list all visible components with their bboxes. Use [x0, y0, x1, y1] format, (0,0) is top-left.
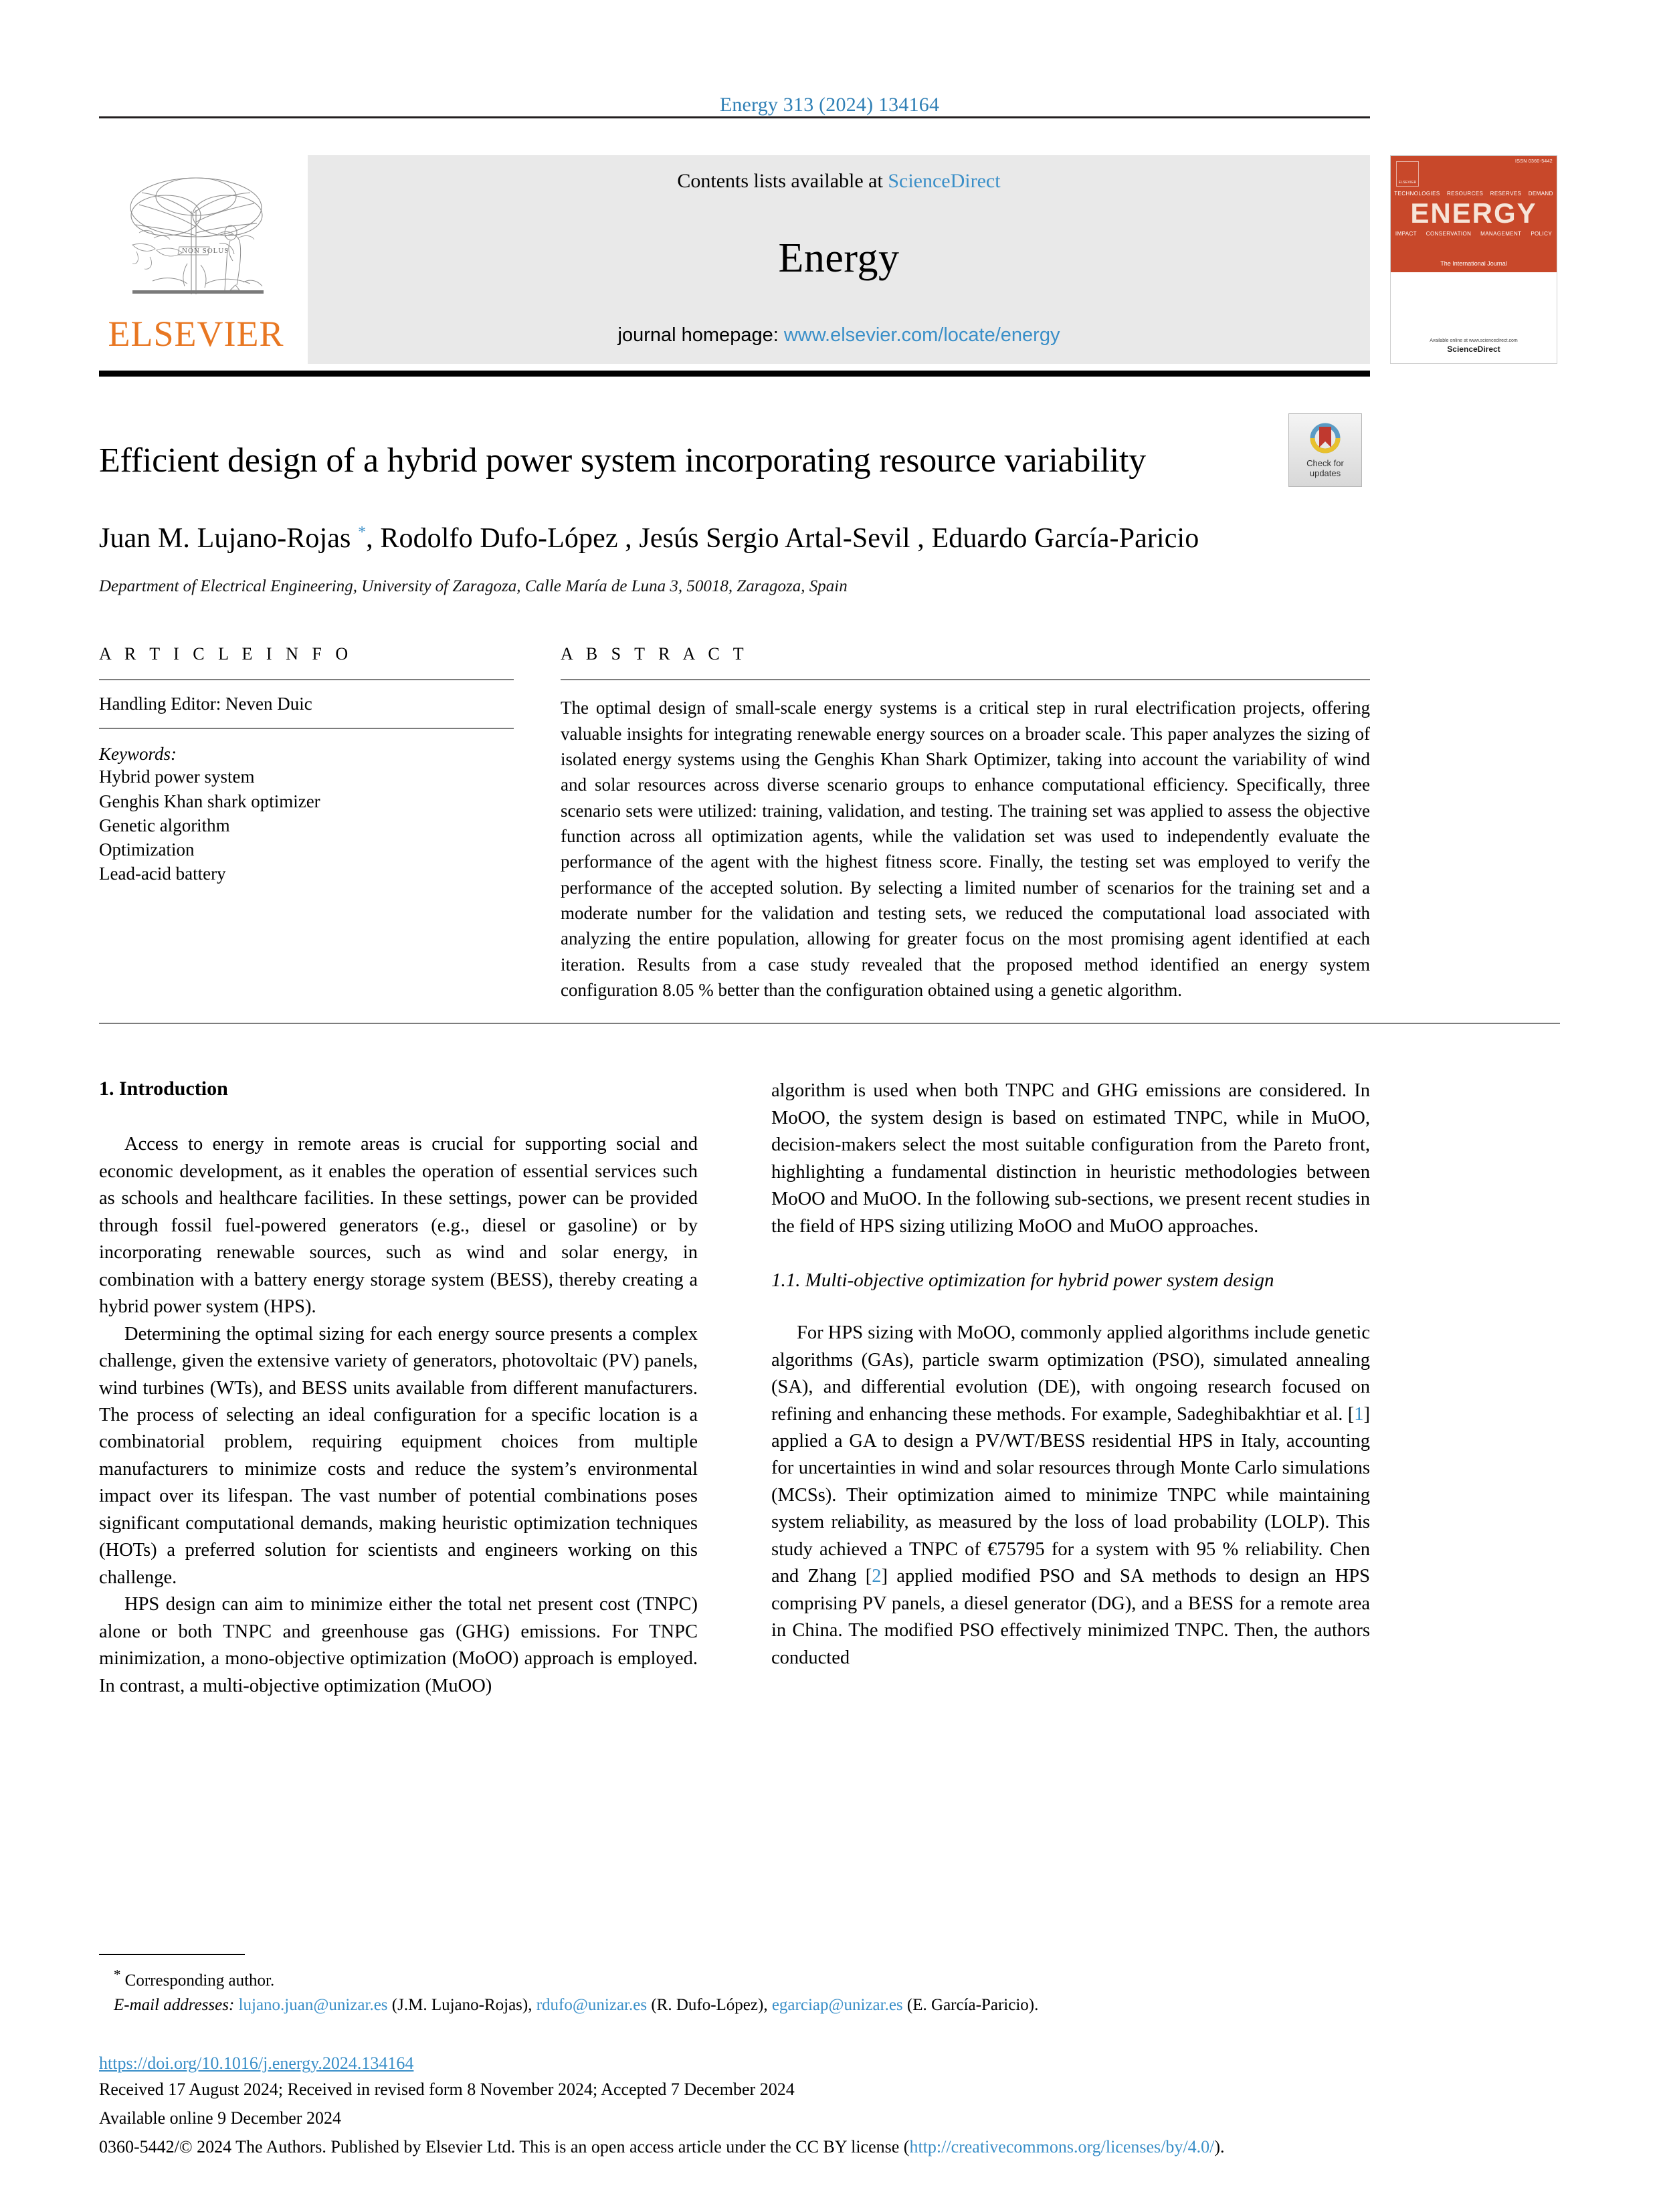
copyright-line: 0360-5442/© 2024 The Authors. Published by Elsevier Ltd. This is an open access article under the CC BY license (http://creativecommons.org/licenses/by/4.0/).	[99, 2137, 1225, 2156]
affiliation: Department of Electrical Engineering, University of Zaragoza, Calle María de Luna 3, 50018, Zaragoza, Spain	[99, 577, 848, 596]
title-block	[99, 440, 1370, 596]
corresponding-marker: *	[114, 1967, 121, 1983]
section-heading-introduction: 1. Introduction	[99, 1078, 228, 1100]
cover-topic-row-1	[1391, 191, 1557, 197]
cover-available-text: Available online at www.sciencedirect.com	[1430, 338, 1518, 343]
svg-text:NON SOLUS: NON SOLUS	[182, 247, 229, 255]
cover-topic: POLICY	[1531, 231, 1553, 237]
cover-topic: RESOURCES	[1446, 191, 1484, 197]
crossmark-label	[1306, 459, 1344, 479]
contents-prefix: Contents lists available at	[677, 170, 888, 192]
body-right-column	[771, 1078, 1370, 1700]
crossmark-icon	[1308, 422, 1343, 457]
keyword-item: Genetic algorithm	[99, 815, 230, 835]
keyword-item: Lead-acid battery	[99, 864, 226, 884]
abstract-rule-top	[561, 679, 1370, 680]
reference-link[interactable]: 2	[872, 1566, 882, 1587]
cover-topic: RESERVES	[1490, 191, 1522, 197]
keyword-item: Genghis Khan shark optimizer	[99, 791, 320, 811]
journal-homepage-line	[618, 324, 1060, 346]
contents-available-line	[677, 170, 1000, 193]
page-title: Efficient design of a hybrid power system incorporating resource variability	[99, 441, 1147, 480]
cover-issn: ISSN 0360-5442	[1515, 159, 1553, 164]
abstract-heading: A B S T R A C T	[561, 644, 749, 664]
reference-link[interactable]: 1	[1354, 1403, 1364, 1425]
article-info-column	[99, 644, 514, 1003]
footnote-rule	[99, 1954, 245, 1955]
paragraph: Determining the optimal sizing for each energy source presents a complex challenge, given the extensive variety of generators, photovoltaic (PV) panels, wind turbines (WTs), and BESS units available from different manufacturers. The process of selecting an ideal configuration for a specific location is a combinatorial problem, requiring equipment choices from multiple manufacturers to minimize costs and reduce the system’s environmental impact over its lifespan. The vast number of potential combinations poses significant computational demands, making heuristic optimization techniques (HOTs) a preferred solution for scientists and engineers working on this challenge.	[99, 1323, 698, 1588]
email-addresses-line	[99, 1993, 1560, 2017]
abstract-text: The optimal design of small-scale energy systems is a critical step in rural electrification projects, offering valuable insights for integrating renewable energy sources on a broader scale. This paper analyzes the sizing of isolated energy systems using the Genghis Khan Shark Optimizer, taking into account the variability of wind and solar resources across diverse scenario groups to enhance computational efficiency. Specifically, three scenario sets were utilized: training, validation, and testing. The training set was applied to assess the objective function across all optimization agents, while the validation set was used to independently evaluate the performance of the agent with the highest fitness score. Finally, the testing set was employed to verify the performance of the accepted solution. By selecting a limited number of scenarios for the training set and a moderate number for the validation and testing sets, we reduced the computational load associated with analyzing the entire population, allowing for greater focus on the most promising agent identified at each iteration. Results from a case study revealed that the proposed method identified an energy system configuration 8.05 % better than the configuration obtained using a genetic algorithm.	[561, 698, 1370, 1000]
paragraph-continuation: algorithm is used when both TNPC and GHG emissions are considered. In MoOO, the system design is based on estimated TNPC, while in MuOO, decision-makers select the most suitable configuration from the Pareto front, highlighting a fundamental distinction in heuristic methodologies between MoOO and MuOO. In the following sub-sections, we present recent studies in the field of HPS sizing utilizing MoOO and MuOO approaches.	[771, 1080, 1370, 1237]
cover-bottom-panel	[1391, 272, 1557, 363]
cover-subtitle: The International Journal	[1440, 260, 1507, 267]
email-link[interactable]: rdufo@unizar.es	[536, 1995, 648, 2014]
elsevier-wordmark: ELSEVIER	[108, 314, 284, 354]
doi-link[interactable]: https://doi.org/10.1016/j.energy.2024.134164	[99, 2053, 414, 2073]
received-dates: Received 17 August 2024; Received in revised form 8 November 2024; Accepted 7 December 2024	[99, 2080, 795, 2099]
corresponding-author-note	[99, 1965, 1560, 1993]
email-owner: (E. García-Paricio).	[906, 1995, 1039, 2014]
article-info-heading: A R T I C L E I N F O	[99, 644, 353, 664]
journal-header	[99, 155, 1560, 364]
article-info-rule-1	[99, 679, 514, 680]
elsevier-logo	[99, 155, 293, 364]
cover-topic-row-2	[1391, 231, 1557, 237]
abstract-column	[561, 644, 1370, 1003]
abstract-rule-bottom	[99, 1023, 1560, 1024]
paragraph-with-references: For HPS sizing with MoOO, commonly applied algorithms include genetic algorithms (GAs), particle swarm optimization (PSO), simulated annealing (SA), and differential evolution (DE), with ongoing research focused on refining and enhancing these methods. For example, Sadeghibakhtiar et al. [1] applied a GA to design a PV/WT/BESS residential HPS in Italy, accounting for uncertainties in wind and solar resources through Monte Carlo simulations (MCSs). Their optimization aimed to minimize TNPC while maintaining system reliability, as measured by the loss of load probability (LOLP). This study achieved a TNPC of €75795 for a system with 95 % reliability. Chen and Zhang [2] applied modified PSO and SA methods to design an HPS comprising PV panels, a diesel generator (DG), and a BESS for a remote area in China. The modified PSO effectively minimized TNPC. Then, the authors conducted	[771, 1322, 1370, 1668]
paragraph: HPS design can aim to minimize either the total net present cost (TNPC) alone or both TNPC and greenhouse gas (GHG) emissions. For TNPC minimization, a mono-objective optimization (MoOO) approach is employed. In contrast, a multi-objective optimization (MuOO)	[99, 1594, 698, 1696]
available-online: Available online 9 December 2024	[99, 2108, 341, 2128]
running-head: Energy 313 (2024) 134164	[719, 94, 940, 116]
handling-editor: Handling Editor: Neven Duic	[99, 694, 312, 714]
cover-top-panel	[1391, 156, 1557, 272]
email-label: E-mail addresses:	[114, 1995, 235, 2014]
keywords-label: Keywords:	[99, 744, 177, 765]
keyword-item: Hybrid power system	[99, 767, 255, 787]
crossmark-badge[interactable]	[1288, 413, 1362, 487]
homepage-prefix: journal homepage:	[617, 324, 784, 346]
crossmark-label-line2: updates	[1309, 468, 1341, 478]
header-top-rule	[99, 116, 1370, 118]
author-list: Juan M. Lujano-Rojas *, Rodolfo Dufo-López , Jesús Sergio Artal-Sevil , Eduardo García-Paricio	[99, 523, 1199, 555]
journal-cover-thumbnail	[1390, 155, 1557, 364]
journal-name: Energy	[778, 235, 900, 281]
corresponding-author-text: Corresponding author.	[124, 1971, 275, 1990]
cc-license-link[interactable]: http://creativecommons.org/licenses/by/4.0/	[909, 2137, 1215, 2156]
elsevier-tree-icon	[112, 163, 280, 310]
doi-line	[99, 2053, 1560, 2074]
keywords-list	[99, 765, 514, 886]
info-abstract-section	[99, 644, 1370, 1003]
article-info-rule-2	[99, 728, 514, 729]
cover-sciencedirect-logo: ScienceDirect	[1447, 344, 1500, 354]
body-left-column	[99, 1078, 698, 1700]
paragraph: Access to energy in remote areas is crucial for supporting social and economic development, as it enables the operation of essential services such as schools and healthcare facilities. In these settings, power can be provided through fossil fuel-powered generators (e.g., diesel or gasoline) or by incorporating renewable sources, such as wind and solar energy, in combination with a battery energy storage system (BESS), thereby creating a hybrid power system (HPS).	[99, 1134, 698, 1318]
journal-banner	[308, 155, 1370, 364]
email-link[interactable]: lujano.juan@unizar.es	[238, 1995, 388, 2014]
cover-topic: DEMAND	[1528, 191, 1553, 197]
email-owner: (R. Dufo-López),	[651, 1995, 768, 2014]
keyword-item: Optimization	[99, 839, 195, 860]
crossmark-label-line1: Check for	[1306, 458, 1344, 468]
sciencedirect-link[interactable]: ScienceDirect	[888, 170, 1001, 192]
page-footer	[99, 1954, 1560, 2160]
cover-topic: MANAGEMENT	[1480, 231, 1522, 237]
cover-topic: IMPACT	[1395, 231, 1417, 237]
cover-topic: TECHNOLOGIES	[1394, 191, 1440, 197]
email-owner: (J.M. Lujano-Rojas),	[391, 1995, 532, 2014]
cover-energy-title: ENERGY	[1410, 197, 1537, 229]
cover-elsevier-mark: ELSEVIER	[1396, 161, 1419, 187]
subsection-heading-1-1: 1.1. Multi-objective optimization for hybrid power system design	[771, 1270, 1274, 1292]
header-bottom-thick-rule	[99, 371, 1370, 377]
journal-homepage-link[interactable]: www.elsevier.com/locate/energy	[783, 324, 1060, 346]
body-two-columns	[99, 1078, 1370, 1700]
cover-topic: CONSERVATION	[1426, 231, 1472, 237]
email-link[interactable]: egarciap@unizar.es	[771, 1995, 903, 2014]
